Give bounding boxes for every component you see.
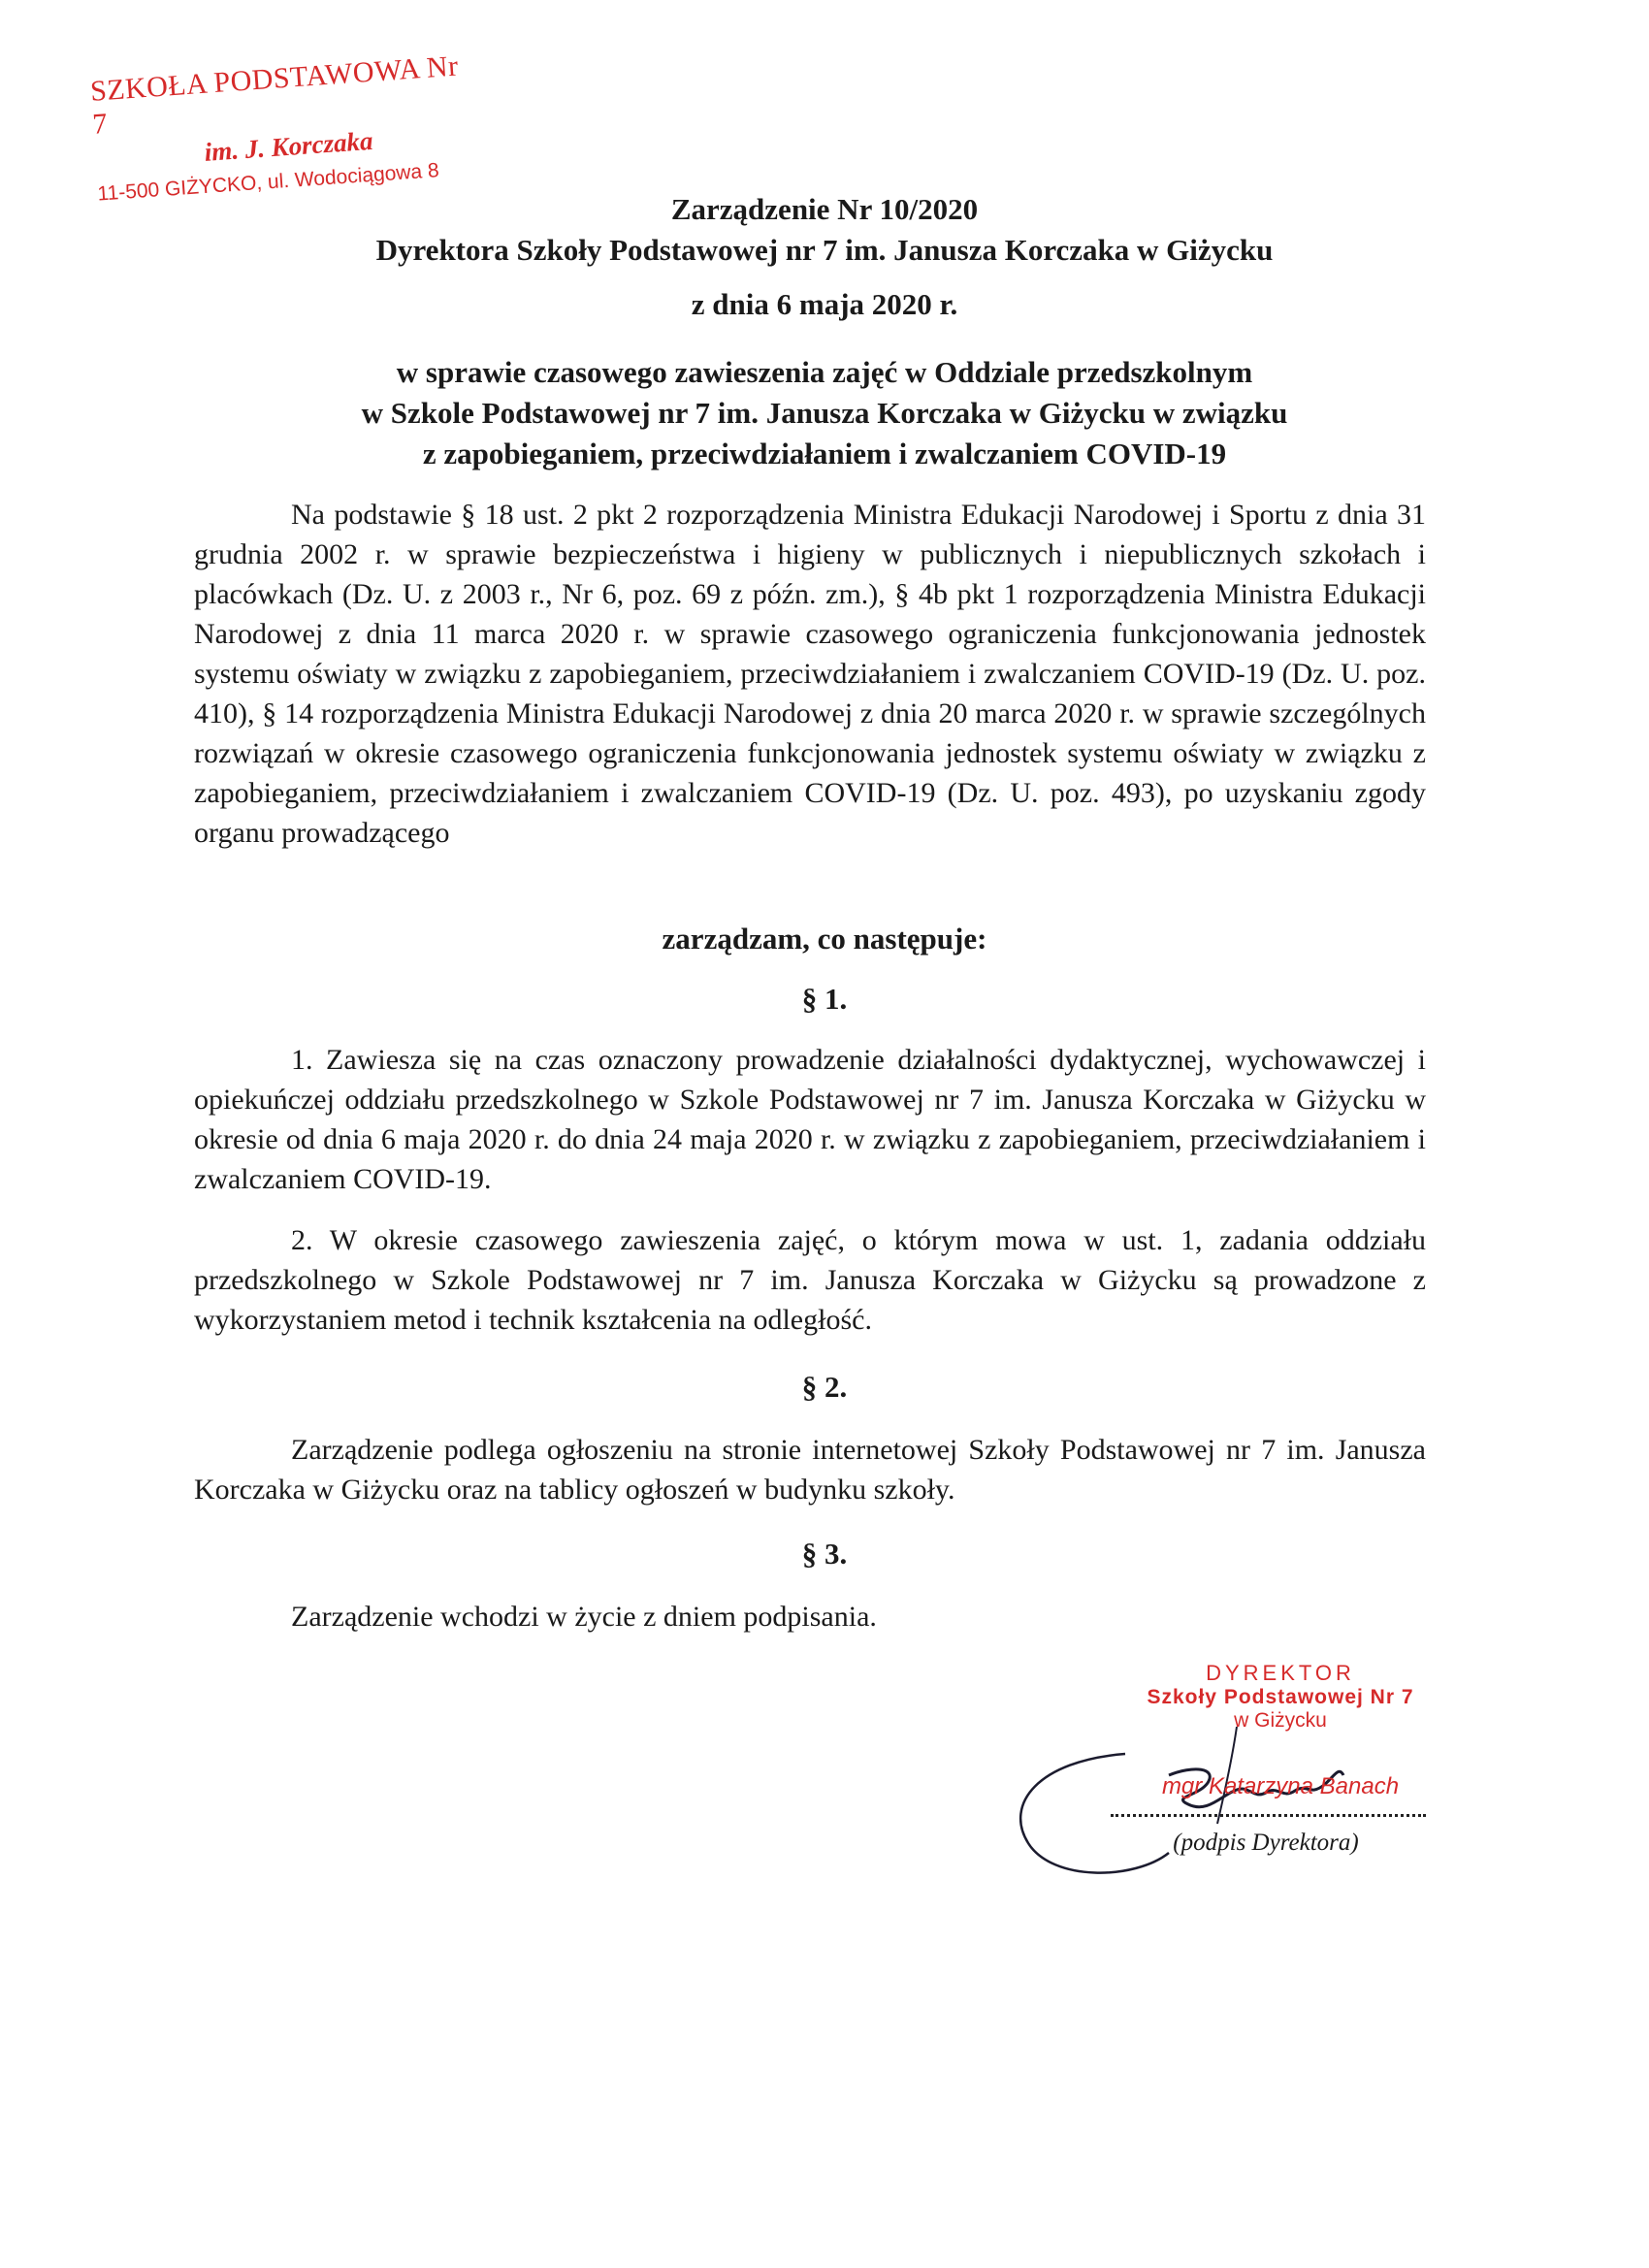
director-stamp-title: DYREKTOR (1206, 1661, 1355, 1685)
order-heading: zarządzam, co następuje: (662, 922, 987, 956)
stamp-school-name: SZKOŁA PODSTAWOWA Nr 7 (89, 49, 460, 141)
preamble-paragraph: Na podstawie § 18 ust. 2 pkt 2 rozporządzenia Ministra Edukacji Narodowej i Sportu z dnia 31 grudnia 2002 r. w sprawie bezpieczeństwa i higieny w publicznych i niepublicznych szkołach i placówkach (Dz. U. z 2003 r., Nr 6, poz. 69 z późn. zm.), § 4b pkt 1 rozporządzenia Ministra Edukacji Narodowej z dnia 11 marca 2020 r. w sprawie czasowego ograniczenia funkcjonowania jednostek systemu oświaty w związku z zapobieganiem, przeciwdziałaniem i zwalczaniem COVID-19 (Dz. U. poz. 410), § 14 rozporządzenia Ministra Edukacji Narodowej z dnia 20 marca 2020 r. w sprawie szczególnych rozwiązań w okresie czasowego ograniczenia funkcjonowania jednostek systemu oświaty w związku z zapobieganiem, przeciwdziałaniem i zwalczaniem COVID-19 (Dz. U. poz. 493), po uzyskaniu zgody organu prowadzącego (194, 499, 1426, 849)
signature-label: (podpis Dyrektora) (1173, 1830, 1359, 1856)
section-1-point-1: 1. Zawiesza się na czas oznaczony prowadzenie działalności dydaktycznej, wychowawczej i opiekuńczej oddziału przedszkolnego w Szkole Podstawowej nr 7 im. Janusza Korczaka w Giżycku w okresie od dnia 6 maja 2020 r. do dnia 24 maja 2020 r. w związku z zapobieganiem, przeciwdziałaniem i zwalczaniem COVID-19. (194, 1044, 1426, 1195)
subject-line-3: z zapobieganiem, przeciwdziałaniem i zwalczaniem COVID-19 (422, 437, 1227, 470)
document-issuer: Dyrektora Szkoły Podstawowej nr 7 im. Janusza Korczaka w Giżycku (375, 233, 1274, 267)
director-name: mgr Katarzyna Banach (1161, 1773, 1400, 1799)
document-title: Zarządzenie Nr 10/2020 (670, 192, 979, 226)
director-stamp-city: w Giżycku (1234, 1709, 1327, 1732)
section-3-heading: § 3. (801, 1537, 848, 1571)
section-2-heading: § 2. (801, 1370, 848, 1404)
section-2-text: Zarządzenie podlega ogłoszeniu na stronie internetowej Szkoły Podstawowej nr 7 im. Janusza Korczaka w Giżycku oraz na tablicy ogłoszeń w budynku szkoły. (194, 1434, 1426, 1506)
stamp-school-address: 11-500 GIŻYCKO, ul. Wodociągowa 8 (96, 159, 440, 206)
document-date: z dnia 6 maja 2020 r. (691, 287, 958, 321)
section-1-point-2: 2. W okresie czasowego zawieszenia zajęć, o którym mowa w ust. 1, zadania oddziału przedszkolnego w Szkole Podstawowej nr 7 im. Janusza Korczaka w Giżycku są prowadzone z wykorzystaniem metod i technik kształcenia na odległość. (194, 1224, 1426, 1336)
section-1-heading: § 1. (801, 982, 848, 1016)
signature-dotted-line (1111, 1814, 1426, 1817)
section-3-text: Zarządzenie wchodzi w życie z dniem podpisania. (291, 1601, 877, 1633)
stamp-school-patron: im. J. Korczaka (203, 125, 374, 167)
director-stamp-school: Szkoły Podstawowej Nr 7 (1147, 1686, 1414, 1708)
subject-line-1: w sprawie czasowego zawieszenia zajęć w Oddziale przedszkolnym (396, 355, 1253, 389)
school-stamp (89, 49, 485, 207)
subject-line-2: w Szkole Podstawowej nr 7 im. Janusza Korczaka w Giżycku w związku (361, 396, 1288, 430)
